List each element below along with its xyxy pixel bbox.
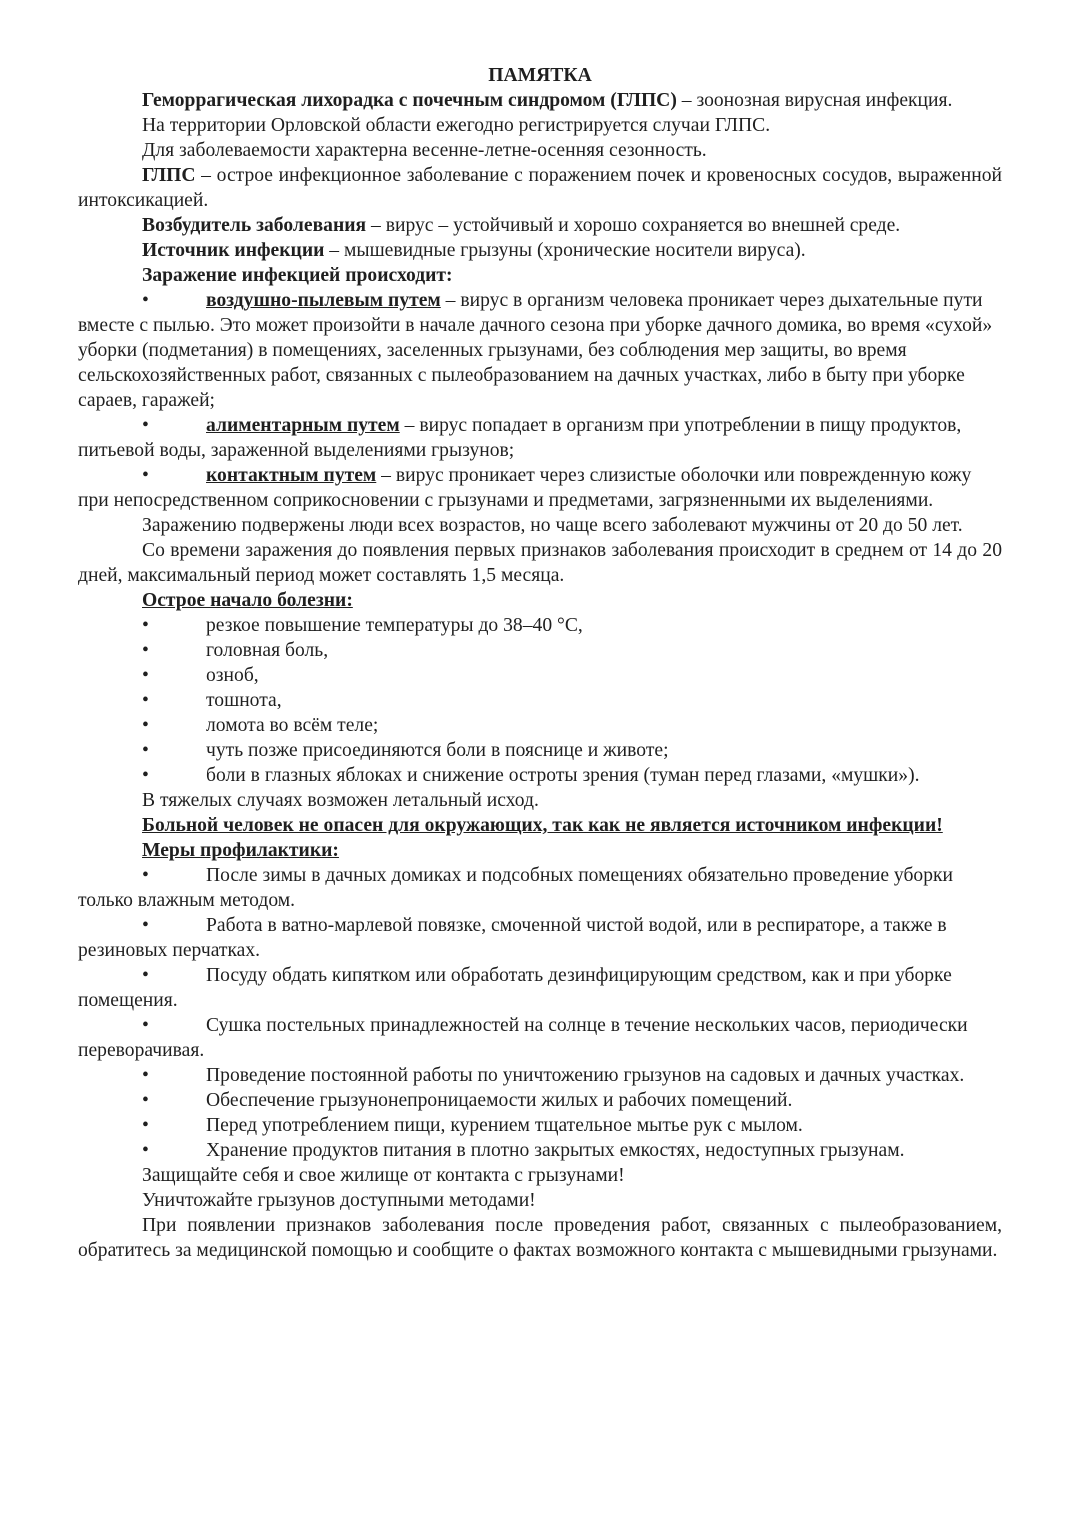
prevention-item [78, 1088, 1002, 1113]
document-page [78, 63, 1002, 1263]
region-paragraph: На территории Орловской области ежегодно регистрируется случаи ГЛПС. [142, 115, 771, 136]
bullet-icon: • [142, 465, 149, 486]
agent-term: Возбудитель заболевания [142, 215, 367, 236]
source-term: Источник инфекции [142, 240, 325, 261]
season-paragraph: Для заболеваемости характерна весенне-летне-осенняя сезонность. [142, 140, 707, 161]
agent-text: – вирус – устойчивый и хорошо сохраняется во внешней среде. [366, 215, 901, 236]
route-item [78, 413, 1002, 463]
symptom-item: • ломота во всём теле; [78, 713, 1002, 738]
prevention-text: Сушка постельных принадлежностей на солнце в течение нескольких часов, периодически переворачивая. [78, 1015, 968, 1061]
symptom-item: • озноб, [78, 663, 1002, 688]
symptom-item: • резкое повышение температуры до 38–40 °С, [78, 613, 1002, 638]
incubation-paragraph: Со времени заражения до появления первых признаков заболевания происходит в среднем от 14 до 20 дней, максимальный период может составлять 1,5 месяца. [78, 540, 1002, 586]
bullet-icon: • [142, 915, 149, 936]
protect-paragraph: Защищайте себя и свое жилище от контакта с грызунами! [142, 1165, 625, 1186]
prevention-text: Работа в ватно-марлевой повязке, смоченной чистой водой, или в респираторе, а также в резиновых перчатках. [78, 915, 947, 961]
intro-paragraph [78, 88, 1002, 113]
prevention-item [78, 1063, 1002, 1088]
glps-term: ГЛПС [142, 165, 196, 186]
warning-paragraph: Больной человек не опасен для окружающих, так как не является источником инфекции! [142, 815, 943, 836]
bullet-icon: • [142, 1065, 149, 1086]
route-text: – вирус в организм человека проникает через дыхательные пути вместе с пылью. Это может произойти в начале дачного сезона при уборке дачного домика, во время «сухой» уборки (подметания) в помещениях, заселенных грызунами, без соблюдения мер защиты, во время сельскохозяйственных работ, связанных с пылеобразованием на дачных участках, либо в быту при уборке сараев, гаражей; [78, 290, 993, 411]
bullet-icon: • [142, 1090, 149, 1111]
prevention-text: После зимы в дачных домиках и подсобных помещениях обязательно проведение уборки только влажным методом. [78, 865, 954, 911]
prevention-text: Проведение постоянной работы по уничтожению грызунов на садовых и дачных участках. [206, 1065, 965, 1086]
prevention-heading: Меры профилактики: [142, 840, 339, 861]
prevention-text: Посуду обдать кипятком или обработать дезинфицирующим средством, как и при уборке помещения. [78, 965, 952, 1011]
onset-heading: Острое начало болезни: [142, 590, 353, 611]
source-text: – мышевидные грызуны (хронические носители вируса). [324, 240, 806, 261]
disease-definition: – зоонозная вирусная инфекция. [676, 90, 953, 111]
prevention-item [78, 913, 1002, 963]
final-paragraph: При появлении признаков заболевания после проведения работ, связанных с пылеобразованием, обратитесь за медицинской помощью и сообщите о фактах возможного контакта с мышевидными грызунами. [78, 1215, 1002, 1261]
route-term: алиментарным путем [206, 415, 400, 436]
document-title: ПАМЯТКА [488, 65, 592, 86]
route-item [78, 288, 1002, 413]
bullet-icon: • [142, 1015, 149, 1036]
route-text: – вирус проникает через слизистые оболочки или поврежденную кожу при непосредственном соприкосновении с грызунами и предметами, загрязненными их выделениями. [78, 465, 972, 511]
symptom-item: • боли в глазных яблоках и снижение остроты зрения (туман перед глазами, «мушки»). [78, 763, 1002, 788]
prevention-item [78, 1138, 1002, 1163]
destroy-paragraph: Уничтожайте грызунов доступными методами! [142, 1190, 536, 1211]
route-term: воздушно-пылевым путем [206, 290, 441, 311]
lethal-paragraph: В тяжелых случаях возможен летальный исход. [142, 790, 539, 811]
source-paragraph [78, 238, 1002, 263]
age-paragraph: Заражению подвержены люди всех возрастов, но чаще всего заболевают мужчины от 20 до 50 лет. [142, 515, 963, 536]
route-term: контактным путем [206, 465, 377, 486]
prevention-item [78, 1013, 1002, 1063]
prevention-item [78, 863, 1002, 913]
prevention-text: Перед употреблением пищи, курением тщательное мытье рук с мылом. [206, 1115, 803, 1136]
prevention-item [78, 963, 1002, 1013]
route-item [78, 463, 1002, 513]
glps-text: – острое инфекционное заболевание с поражением почек и кровеносных сосудов, выраженной интоксикацией. [78, 165, 1002, 211]
prevention-text: Хранение продуктов питания в плотно закрытых емкостях, недоступных грызунам. [206, 1140, 905, 1161]
bullet-icon: • [142, 865, 149, 886]
prevention-item [78, 1113, 1002, 1138]
bullet-icon: • [142, 415, 149, 436]
bullet-icon: • [142, 1115, 149, 1136]
symptom-item: • чуть позже присоединяются боли в пояснице и животе; [78, 738, 1002, 763]
symptom-item: • головная боль, [78, 638, 1002, 663]
bullet-icon: • [142, 290, 149, 311]
bullet-icon: • [142, 1140, 149, 1161]
prevention-text: Обеспечение грызунонепроницаемости жилых и рабочих помещений. [206, 1090, 793, 1111]
symptom-item: • тошнота, [78, 688, 1002, 713]
infection-heading: Заражение инфекцией происходит: [142, 265, 453, 286]
disease-name: Геморрагическая лихорадка с почечным синдромом (ГЛПС) [142, 90, 677, 111]
bullet-icon: • [142, 965, 149, 986]
glps-definition-paragraph [78, 163, 1002, 213]
route-text: – вирус попадает в организм при употреблении в пищу продуктов, питьевой воды, зараженной выделениями грызунов; [78, 415, 962, 461]
agent-paragraph [78, 213, 1002, 238]
